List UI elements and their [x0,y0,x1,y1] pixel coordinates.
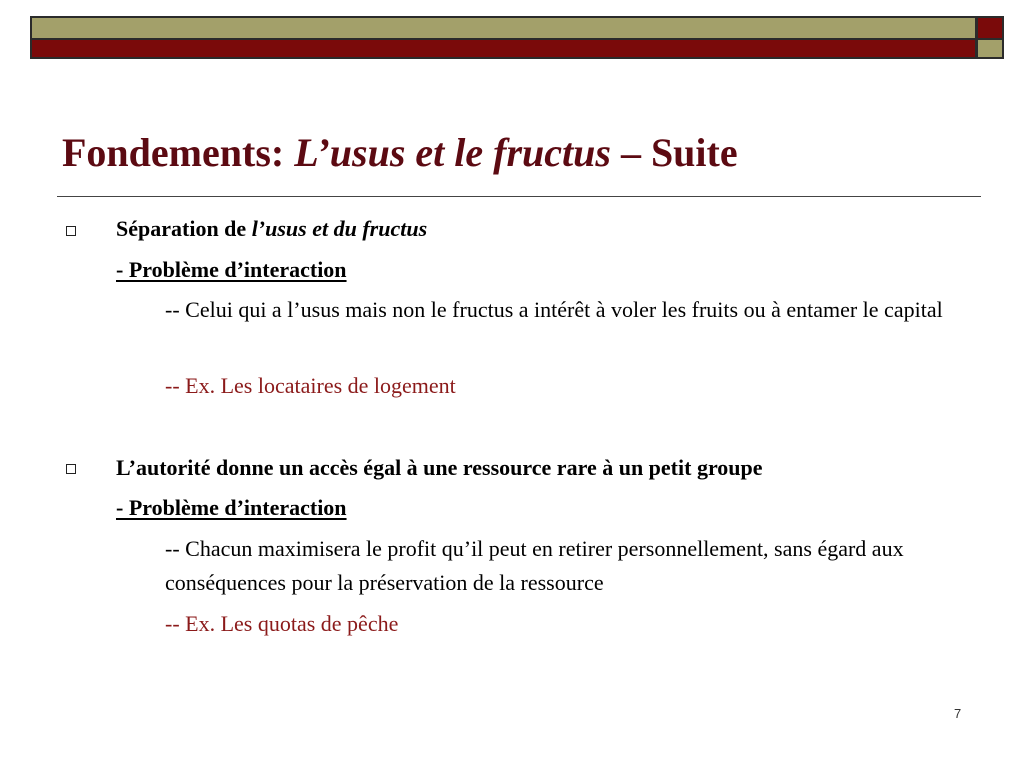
section-1-heading-italic: l’usus et du fructus [251,216,428,241]
title-plain: Fondements: [62,130,295,175]
title-tail: – Suite [610,130,738,175]
section-1-body: -- Celui qui a l’usus mais non le fructus a intérêt à voler les fruits ou à entamer le capital [165,297,943,322]
title-divider [57,196,981,197]
header-bar-olive [30,16,977,39]
section-2-heading: L’autorité donne un accès égal à une ressource rare à un petit groupe [116,455,763,480]
section-1-heading-plain: Séparation de [116,216,252,241]
title-italic: L’usus et le fructus [294,130,611,175]
bullet-square-icon [66,464,76,474]
section-2-body: -- Chacun maximisera le profit qu’il peut en retirer personnellement, sans égard aux conséquences pour la préservation de la ressource [165,536,904,595]
section-2-subheading: - Problème d’interaction [116,495,347,520]
header-square-olive [976,38,1004,59]
section-1-heading [116,215,427,243]
slide-title [62,130,738,175]
section-1-example: -- Ex. Les locataires de logement [165,373,456,398]
page-number: 7 [954,706,962,721]
header-square-maroon [976,16,1004,39]
header-bar-maroon [30,38,977,59]
bullet-square-icon [66,226,76,236]
section-2-example: -- Ex. Les quotas de pêche [165,611,399,636]
section-1-subheading: - Problème d’interaction [116,257,347,282]
